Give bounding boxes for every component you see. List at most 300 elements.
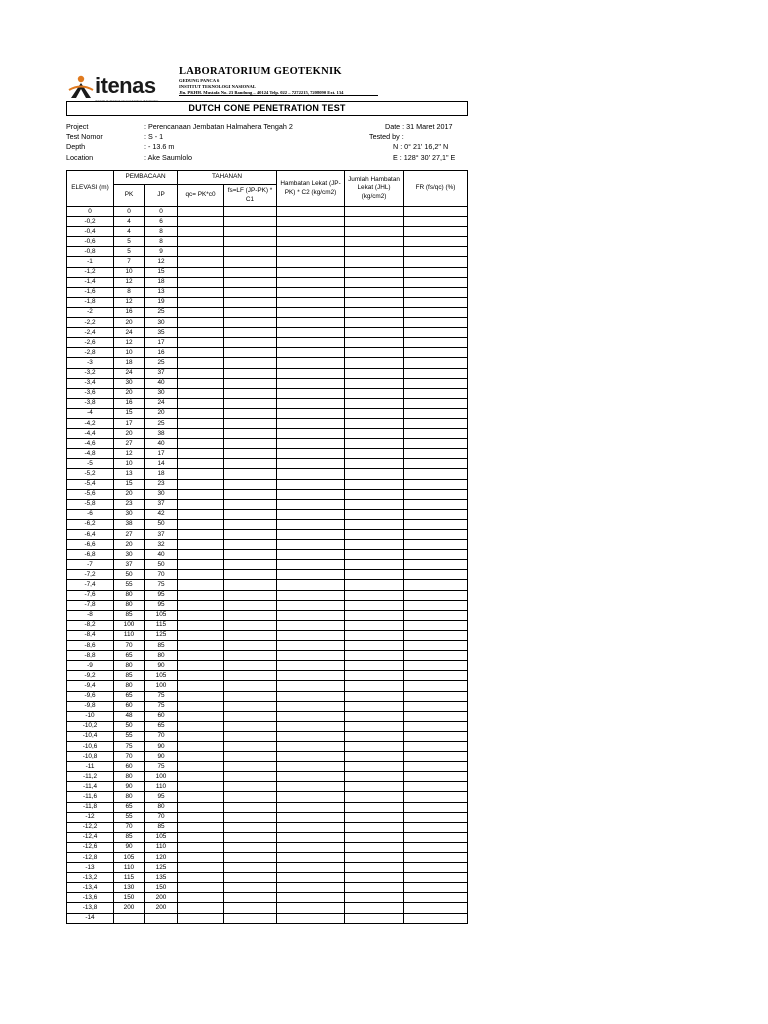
- jp-cell: 0: [145, 207, 178, 217]
- jhl-cell: [345, 489, 404, 499]
- hambatan-cell: [277, 348, 345, 358]
- jp-cell: 14: [145, 459, 178, 469]
- hambatan-cell: [277, 772, 345, 782]
- jhl-cell: [345, 792, 404, 802]
- jp-cell: [145, 913, 178, 923]
- jp-cell: 95: [145, 600, 178, 610]
- location-label: Location: [66, 153, 94, 162]
- jp-cell: 90: [145, 741, 178, 751]
- table-row: [67, 217, 468, 227]
- fr-cell: [404, 863, 468, 873]
- fr-cell: [404, 711, 468, 721]
- table-row: [67, 237, 468, 247]
- jp-cell: 120: [145, 853, 178, 863]
- jhl-cell: [345, 459, 404, 469]
- pk-cell: 55: [114, 580, 145, 590]
- pk-cell: 13: [114, 469, 145, 479]
- fr-cell: [404, 388, 468, 398]
- elevasi-cell: -9,4: [67, 681, 114, 691]
- jhl-cell: [345, 741, 404, 751]
- jhl-cell: [345, 913, 404, 923]
- fs-cell: [224, 863, 277, 873]
- table-row: [67, 378, 468, 388]
- jhl-cell: [345, 772, 404, 782]
- elevasi-cell: -14: [67, 913, 114, 923]
- document-title: DUTCH CONE PENETRATION TEST: [66, 101, 468, 116]
- fs-cell: [224, 388, 277, 398]
- jp-cell: 75: [145, 691, 178, 701]
- fs-cell: [224, 479, 277, 489]
- elevasi-cell: -5: [67, 459, 114, 469]
- fr-cell: [404, 610, 468, 620]
- pk-cell: 16: [114, 307, 145, 317]
- jp-cell: 60: [145, 711, 178, 721]
- itenas-logo-icon: [68, 74, 94, 100]
- qc-cell: [178, 630, 224, 640]
- fs-cell: [224, 439, 277, 449]
- hambatan-cell: [277, 580, 345, 590]
- fs-cell: [224, 883, 277, 893]
- table-row: [67, 570, 468, 580]
- jhl-cell: [345, 580, 404, 590]
- elevasi-cell: -8,4: [67, 630, 114, 640]
- fr-cell: [404, 913, 468, 923]
- fs-cell: [224, 418, 277, 428]
- qc-cell: [178, 217, 224, 227]
- hambatan-cell: [277, 752, 345, 762]
- jhl-cell: [345, 509, 404, 519]
- jp-cell: 23: [145, 479, 178, 489]
- jp-cell: 50: [145, 519, 178, 529]
- jhl-cell: [345, 227, 404, 237]
- table-row: [67, 368, 468, 378]
- fs-cell: [224, 530, 277, 540]
- qc-cell: [178, 782, 224, 792]
- east-coordinate: E : 128° 30' 27,1" E: [393, 153, 456, 162]
- pk-cell: 75: [114, 741, 145, 751]
- fr-cell: [404, 883, 468, 893]
- jhl-cell: [345, 348, 404, 358]
- fs-cell: [224, 509, 277, 519]
- qc-cell: [178, 580, 224, 590]
- jhl-cell: [345, 287, 404, 297]
- qc-cell: [178, 731, 224, 741]
- jp-cell: 200: [145, 903, 178, 913]
- pk-cell: 12: [114, 449, 145, 459]
- elevasi-cell: -13: [67, 863, 114, 873]
- fr-cell: [404, 479, 468, 489]
- fr-cell: [404, 550, 468, 560]
- test-date: Date : 31 Maret 2017: [385, 122, 453, 131]
- hambatan-cell: [277, 651, 345, 661]
- qc-cell: [178, 802, 224, 812]
- jhl-cell: [345, 297, 404, 307]
- table-row: [67, 802, 468, 812]
- qc-cell: [178, 449, 224, 459]
- table-row: [67, 459, 468, 469]
- qc-cell: [178, 752, 224, 762]
- fr-cell: [404, 398, 468, 408]
- hambatan-cell: [277, 358, 345, 368]
- elevasi-cell: -6,8: [67, 550, 114, 560]
- jhl-cell: [345, 499, 404, 509]
- qc-cell: [178, 429, 224, 439]
- pk-cell: 65: [114, 691, 145, 701]
- elevasi-cell: -0,6: [67, 237, 114, 247]
- table-body: [67, 207, 468, 924]
- fs-cell: [224, 651, 277, 661]
- jhl-cell: [345, 530, 404, 540]
- fs-cell: [224, 338, 277, 348]
- table-row: [67, 752, 468, 762]
- fr-cell: [404, 792, 468, 802]
- table-row: [67, 671, 468, 681]
- fr-cell: [404, 348, 468, 358]
- pk-cell: 0: [114, 207, 145, 217]
- fr-cell: [404, 368, 468, 378]
- elevasi-cell: -2,6: [67, 338, 114, 348]
- fr-cell: [404, 681, 468, 691]
- jhl-cell: [345, 651, 404, 661]
- jhl-cell: [345, 328, 404, 338]
- fr-cell: [404, 408, 468, 418]
- qc-cell: [178, 560, 224, 570]
- hambatan-cell: [277, 641, 345, 651]
- fr-cell: [404, 499, 468, 509]
- jhl-cell: [345, 570, 404, 580]
- jp-cell: 30: [145, 388, 178, 398]
- table-row: [67, 509, 468, 519]
- qc-cell: [178, 883, 224, 893]
- qc-cell: [178, 853, 224, 863]
- fr-cell: [404, 459, 468, 469]
- jp-cell: 15: [145, 267, 178, 277]
- hambatan-cell: [277, 338, 345, 348]
- qc-cell: [178, 590, 224, 600]
- table-row: [67, 701, 468, 711]
- fs-cell: [224, 842, 277, 852]
- table-row: [67, 550, 468, 560]
- elevasi-cell: -12,2: [67, 822, 114, 832]
- jp-cell: 75: [145, 701, 178, 711]
- fs-cell: [224, 792, 277, 802]
- qc-cell: [178, 368, 224, 378]
- pk-cell: 130: [114, 883, 145, 893]
- pk-cell: 15: [114, 408, 145, 418]
- table-row: [67, 398, 468, 408]
- fr-cell: [404, 540, 468, 550]
- table-row: [67, 873, 468, 883]
- fs-cell: [224, 661, 277, 671]
- hambatan-cell: [277, 257, 345, 267]
- hambatan-cell: [277, 439, 345, 449]
- jhl-cell: [345, 398, 404, 408]
- jp-cell: 16: [145, 348, 178, 358]
- hambatan-cell: [277, 782, 345, 792]
- jhl-cell: [345, 853, 404, 863]
- hambatan-cell: [277, 620, 345, 630]
- table-row: [67, 762, 468, 772]
- jp-cell: 100: [145, 772, 178, 782]
- elevasi-cell: -3: [67, 358, 114, 368]
- jhl-cell: [345, 641, 404, 651]
- elevasi-cell: -6,6: [67, 540, 114, 550]
- fs-cell: [224, 318, 277, 328]
- fs-cell: [224, 277, 277, 287]
- hambatan-cell: [277, 560, 345, 570]
- fr-cell: [404, 893, 468, 903]
- elevasi-cell: -2,8: [67, 348, 114, 358]
- jhl-cell: [345, 408, 404, 418]
- pk-cell: 12: [114, 297, 145, 307]
- fs-cell: [224, 701, 277, 711]
- jp-cell: 40: [145, 550, 178, 560]
- hambatan-cell: [277, 267, 345, 277]
- jhl-cell: [345, 883, 404, 893]
- fs-cell: [224, 489, 277, 499]
- qc-cell: [178, 842, 224, 852]
- qc-cell: [178, 863, 224, 873]
- hambatan-cell: [277, 863, 345, 873]
- qc-cell: [178, 701, 224, 711]
- qc-cell: [178, 822, 224, 832]
- jp-cell: 13: [145, 287, 178, 297]
- fs-cell: [224, 681, 277, 691]
- hambatan-cell: [277, 368, 345, 378]
- fr-cell: [404, 530, 468, 540]
- qc-cell: [178, 287, 224, 297]
- elevasi-cell: -2,2: [67, 318, 114, 328]
- jhl-cell: [345, 307, 404, 317]
- jp-cell: 25: [145, 307, 178, 317]
- elevasi-cell: -1: [67, 257, 114, 267]
- jhl-cell: [345, 550, 404, 560]
- qc-cell: [178, 832, 224, 842]
- fs-cell: [224, 721, 277, 731]
- hambatan-cell: [277, 832, 345, 842]
- hambatan-cell: [277, 883, 345, 893]
- fs-cell: [224, 802, 277, 812]
- hambatan-cell: [277, 227, 345, 237]
- qc-cell: [178, 297, 224, 307]
- elevasi-cell: -12,4: [67, 832, 114, 842]
- table-row: [67, 590, 468, 600]
- elevasi-cell: -4,4: [67, 429, 114, 439]
- table-row: [67, 449, 468, 459]
- hambatan-cell: [277, 812, 345, 822]
- jp-cell: 150: [145, 883, 178, 893]
- header-hambatan-lekat: Hambatan Lekat (JP-PK) * C2 (kg/cm2): [277, 171, 345, 207]
- fs-cell: [224, 429, 277, 439]
- fs-cell: [224, 217, 277, 227]
- test-value: : S - 1: [144, 132, 164, 141]
- pk-cell: 55: [114, 812, 145, 822]
- table-row: [67, 630, 468, 640]
- pk-cell: 115: [114, 873, 145, 883]
- hambatan-cell: [277, 429, 345, 439]
- pk-cell: 100: [114, 620, 145, 630]
- elevasi-cell: -7,6: [67, 590, 114, 600]
- fs-cell: [224, 449, 277, 459]
- qc-cell: [178, 772, 224, 782]
- project-label: Project: [66, 122, 89, 131]
- elevasi-cell: -4,6: [67, 439, 114, 449]
- hambatan-cell: [277, 600, 345, 610]
- elevasi-cell: -0,4: [67, 227, 114, 237]
- table-row: [67, 530, 468, 540]
- pk-cell: 55: [114, 731, 145, 741]
- jp-cell: 8: [145, 237, 178, 247]
- fr-cell: [404, 832, 468, 842]
- table-row: [67, 620, 468, 630]
- elevasi-cell: -4,8: [67, 449, 114, 459]
- jp-cell: 24: [145, 398, 178, 408]
- qc-cell: [178, 227, 224, 237]
- jp-cell: 9: [145, 247, 178, 257]
- qc-cell: [178, 408, 224, 418]
- qc-cell: [178, 893, 224, 903]
- fr-cell: [404, 277, 468, 287]
- qc-cell: [178, 459, 224, 469]
- qc-cell: [178, 348, 224, 358]
- fs-cell: [224, 207, 277, 217]
- elevasi-cell: -4,2: [67, 418, 114, 428]
- elevasi-cell: -9,2: [67, 671, 114, 681]
- fs-cell: [224, 519, 277, 529]
- fs-cell: [224, 540, 277, 550]
- jp-cell: 75: [145, 762, 178, 772]
- jhl-cell: [345, 449, 404, 459]
- elevasi-cell: -1,2: [67, 267, 114, 277]
- jp-cell: 115: [145, 620, 178, 630]
- fr-cell: [404, 580, 468, 590]
- hambatan-cell: [277, 328, 345, 338]
- hambatan-cell: [277, 449, 345, 459]
- elevasi-cell: -12: [67, 812, 114, 822]
- pk-cell: 80: [114, 661, 145, 671]
- fr-cell: [404, 489, 468, 499]
- table-row: [67, 610, 468, 620]
- fr-cell: [404, 620, 468, 630]
- table-row: [67, 853, 468, 863]
- jhl-cell: [345, 368, 404, 378]
- table-row: [67, 479, 468, 489]
- jhl-cell: [345, 731, 404, 741]
- elevasi-cell: -5,8: [67, 499, 114, 509]
- qc-cell: [178, 398, 224, 408]
- fr-cell: [404, 418, 468, 428]
- hambatan-cell: [277, 307, 345, 317]
- jhl-cell: [345, 600, 404, 610]
- table-row: [67, 439, 468, 449]
- qc-cell: [178, 792, 224, 802]
- qc-cell: [178, 489, 224, 499]
- qc-cell: [178, 267, 224, 277]
- qc-cell: [178, 519, 224, 529]
- hambatan-cell: [277, 903, 345, 913]
- pk-cell: 37: [114, 560, 145, 570]
- hambatan-cell: [277, 388, 345, 398]
- address-line-2: INSTITUT TEKNOLOGI NASIONAL: [179, 84, 256, 89]
- jhl-cell: [345, 691, 404, 701]
- fs-cell: [224, 691, 277, 701]
- fr-cell: [404, 217, 468, 227]
- jhl-cell: [345, 863, 404, 873]
- table-row: [67, 408, 468, 418]
- qc-cell: [178, 711, 224, 721]
- fs-cell: [224, 358, 277, 368]
- pk-cell: 15: [114, 479, 145, 489]
- jhl-cell: [345, 893, 404, 903]
- header-pembacaan: PEMBACAAN: [114, 171, 178, 185]
- fs-cell: [224, 348, 277, 358]
- jhl-cell: [345, 439, 404, 449]
- hambatan-cell: [277, 378, 345, 388]
- table-row: [67, 227, 468, 237]
- jp-cell: 85: [145, 822, 178, 832]
- header-pk: PK: [114, 185, 145, 207]
- table-row: [67, 842, 468, 852]
- fs-cell: [224, 782, 277, 792]
- qc-cell: [178, 681, 224, 691]
- pk-cell: 5: [114, 237, 145, 247]
- elevasi-cell: -10,2: [67, 721, 114, 731]
- qc-cell: [178, 641, 224, 651]
- jhl-cell: [345, 237, 404, 247]
- pk-cell: 85: [114, 610, 145, 620]
- pk-cell: 30: [114, 378, 145, 388]
- pk-cell: 20: [114, 429, 145, 439]
- pk-cell: 105: [114, 853, 145, 863]
- elevasi-cell: -5,6: [67, 489, 114, 499]
- jhl-cell: [345, 560, 404, 570]
- fs-cell: [224, 873, 277, 883]
- qc-cell: [178, 600, 224, 610]
- jp-cell: 35: [145, 328, 178, 338]
- fr-cell: [404, 227, 468, 237]
- table-row: [67, 863, 468, 873]
- hambatan-cell: [277, 509, 345, 519]
- fr-cell: [404, 247, 468, 257]
- jhl-cell: [345, 479, 404, 489]
- fr-cell: [404, 378, 468, 388]
- qc-cell: [178, 338, 224, 348]
- fs-cell: [224, 247, 277, 257]
- fs-cell: [224, 762, 277, 772]
- hambatan-cell: [277, 217, 345, 227]
- jp-cell: 6: [145, 217, 178, 227]
- pk-cell: 5: [114, 247, 145, 257]
- hambatan-cell: [277, 681, 345, 691]
- pk-cell: 80: [114, 600, 145, 610]
- jp-cell: 95: [145, 792, 178, 802]
- elevasi-cell: -7: [67, 560, 114, 570]
- qc-cell: [178, 661, 224, 671]
- fr-cell: [404, 701, 468, 711]
- qc-cell: [178, 358, 224, 368]
- qc-cell: [178, 570, 224, 580]
- jhl-cell: [345, 267, 404, 277]
- hambatan-cell: [277, 479, 345, 489]
- fr-cell: [404, 519, 468, 529]
- hambatan-cell: [277, 691, 345, 701]
- elevasi-cell: -10,8: [67, 752, 114, 762]
- depth-value: : - 13.6 m: [144, 142, 175, 151]
- elevasi-cell: -4: [67, 408, 114, 418]
- jp-cell: 38: [145, 429, 178, 439]
- jhl-cell: [345, 701, 404, 711]
- jhl-cell: [345, 217, 404, 227]
